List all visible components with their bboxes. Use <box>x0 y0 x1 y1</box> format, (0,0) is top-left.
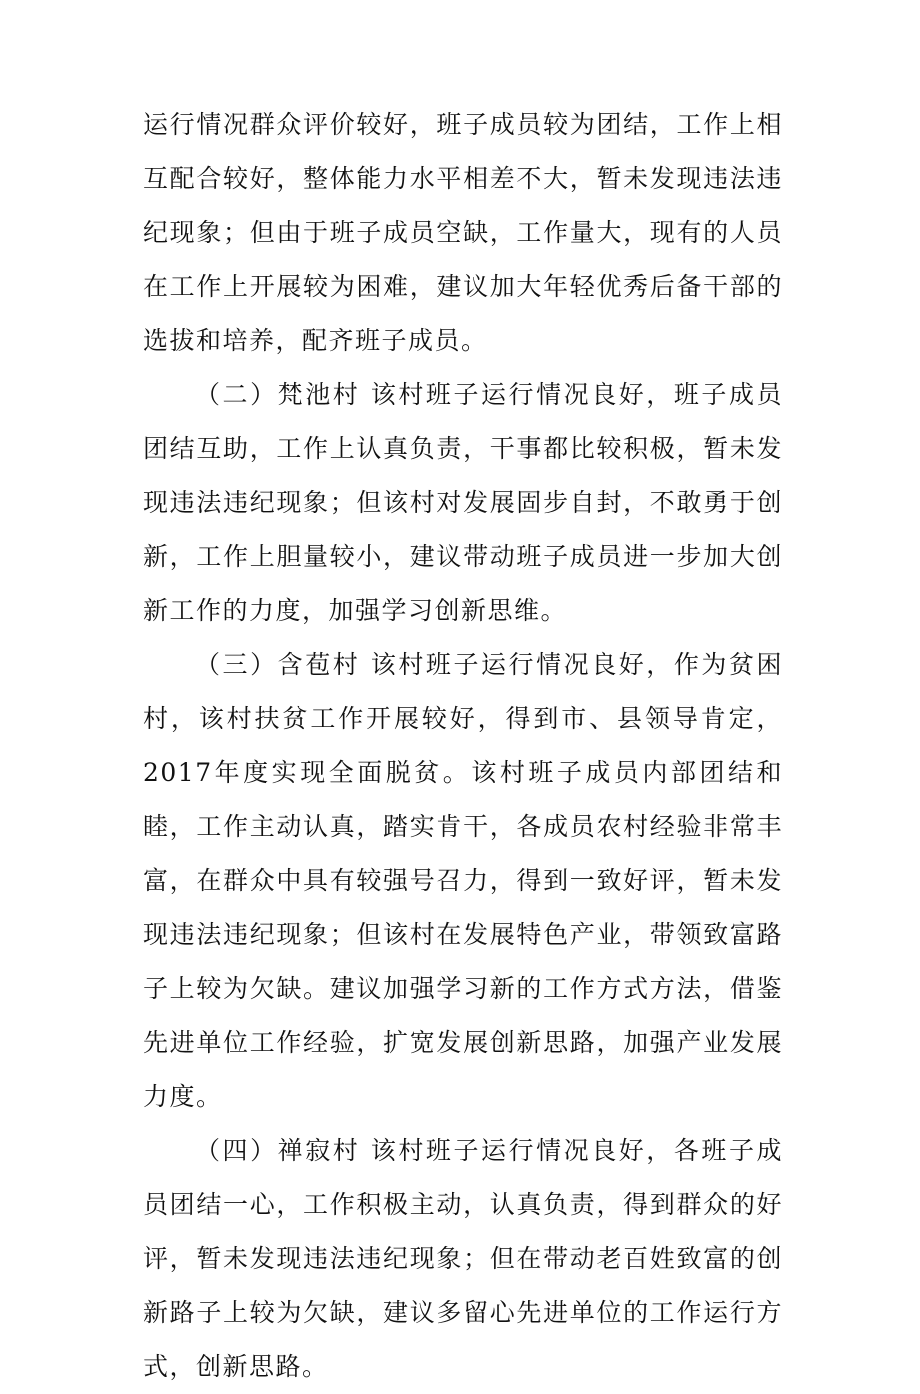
document-body <box>143 98 783 1394</box>
paragraph-chanji-village: （四）禅寂村 该村班子运行情况良好，各班子成员团结一心，工作积极主动，认真负责，得到群众的好评，暂未发现违法违纪现象；但在带动老百姓致富的创新路子上较为欠缺，建议多留心先进单位的工作运行方式，创新思路。 <box>143 1136 783 1381</box>
paragraph-continuation: 运行情况群众评价较好，班子成员较为团结，工作上相互配合较好，整体能力水平相差不大，暂未发现违法违纪现象；但由于班子成员空缺，工作量大，现有的人员在工作上开展较为困难，建议加大年轻优秀后备干部的选拔和培养，配齐班子成员。 <box>143 110 783 355</box>
paragraph-hanbao-village: （三）含苞村 该村班子运行情况良好，作为贫困村，该村扶贫工作开展较好，得到市、县领导肯定，2017年度实现全面脱贫。该村班子成员内部团结和睦，工作主动认真，踏实肯干，各成员农村经验非常丰富，在群众中具有较强号召力，得到一致好评，暂未发现违法违纪现象；但该村在发展特色产业，带领致富路子上较为欠缺。建议加强学习新的工作方式方法，借鉴先进单位工作经验，扩宽发展创新思路，加强产业发展力度。 <box>143 650 783 1111</box>
paragraph-fanchi-village: （二）梵池村 该村班子运行情况良好，班子成员团结互助，工作上认真负责，干事都比较积极，暂未发现违法违纪现象；但该村对发展固步自封，不敢勇于创新，工作上胆量较小，建议带动班子成员进一步加大创新工作的力度，加强学习创新思维。 <box>143 380 783 625</box>
